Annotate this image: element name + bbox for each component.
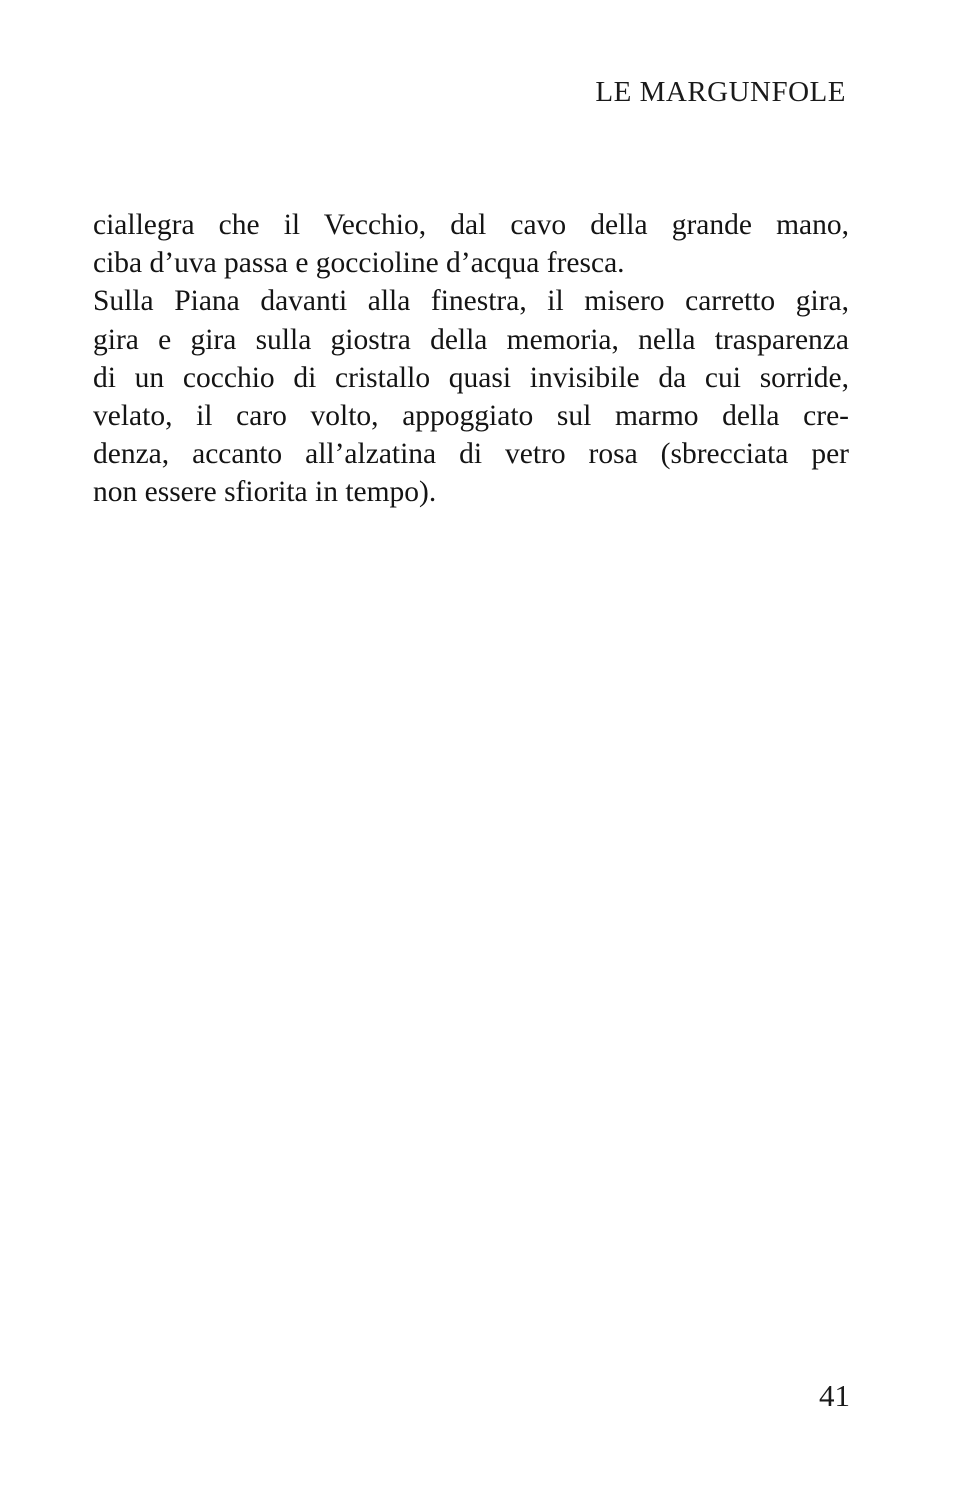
running-head: LE MARGUNFOLE [595,76,846,108]
body-line: di un cocchio di cristallo quasi invisibile da cui sorride, [93,361,849,394]
body-line: velato, il caro volto, appoggiato sul marmo della cre- [93,400,849,433]
page-number: 41 [819,1378,850,1413]
body-line: ciallegra che il Vecchio, dal cavo della grande mano, [93,209,849,241]
body-line: Sulla Piana davanti alla finestra, il misero carretto gira, [93,285,849,318]
body-line: ciba d’uva passa e goccioline d’acqua fresca. [93,247,625,280]
body-line: denza, accanto all’alzatina di vetro rosa (sbrecciata per [93,438,849,471]
body-text [93,206,849,512]
body-line: gira e gira sulla giostra della memoria, nella trasparenza [93,323,849,356]
body-line: non essere sfiorita in tempo). [93,476,437,509]
